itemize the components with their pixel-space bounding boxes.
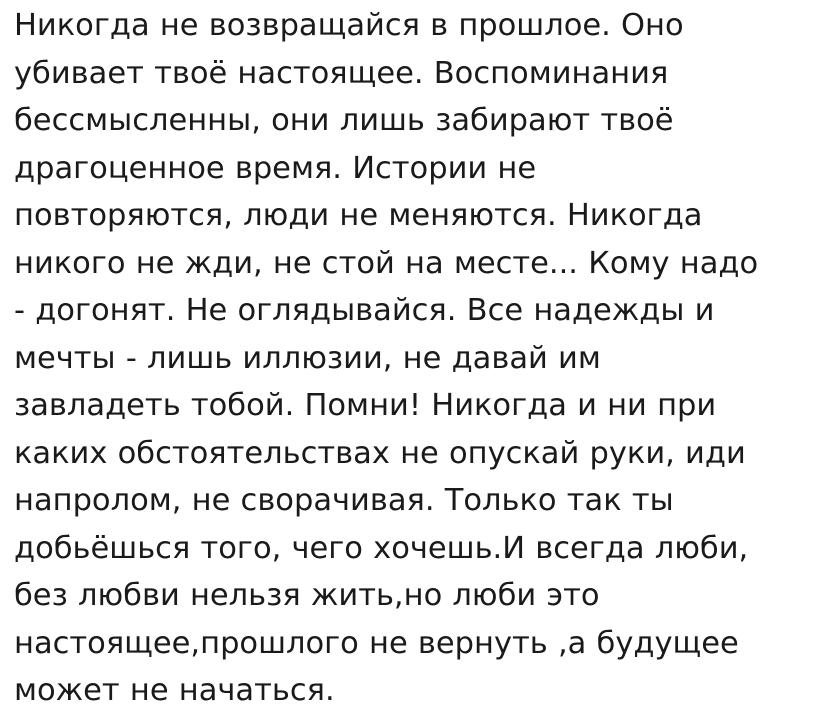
text-line: мечты - лишь иллюзии, не давай им [14, 340, 601, 376]
text-line: может не начаться. [14, 673, 335, 708]
text-line: бессмысленны, они лишь забирают твоё [14, 103, 674, 138]
text-line: повторяются, люди не меняются. Никогда [14, 198, 703, 233]
text-line: - догонят. Не оглядывайся. Все надежды и [14, 293, 715, 328]
text-line: драгоценное время. Истории не [14, 150, 537, 186]
text-line: Никогда не возвращайся в прошлое. Оно [14, 8, 684, 43]
quote-text-block [14, 2, 820, 715]
text-line: добьёшься того, чего хочешь.И всегда люби, [14, 530, 749, 566]
text-line: убивает твоё настоящее. Воспоминания [14, 55, 669, 91]
text-line: каких обстоятельствах не опускай руки, иди [14, 435, 746, 471]
text-line: настоящее,прошлого не вернуть ,а будущее [14, 625, 739, 661]
text-line: напролом, не сворачивая. Только так ты [14, 483, 674, 518]
text-line: без любви нельзя жить,но люби это [14, 578, 600, 613]
text-line: завладеть тобой. Помни! Никогда и ни при [14, 388, 717, 423]
text-line: никого не жди, не стой на месте... Кому надо [14, 245, 759, 281]
